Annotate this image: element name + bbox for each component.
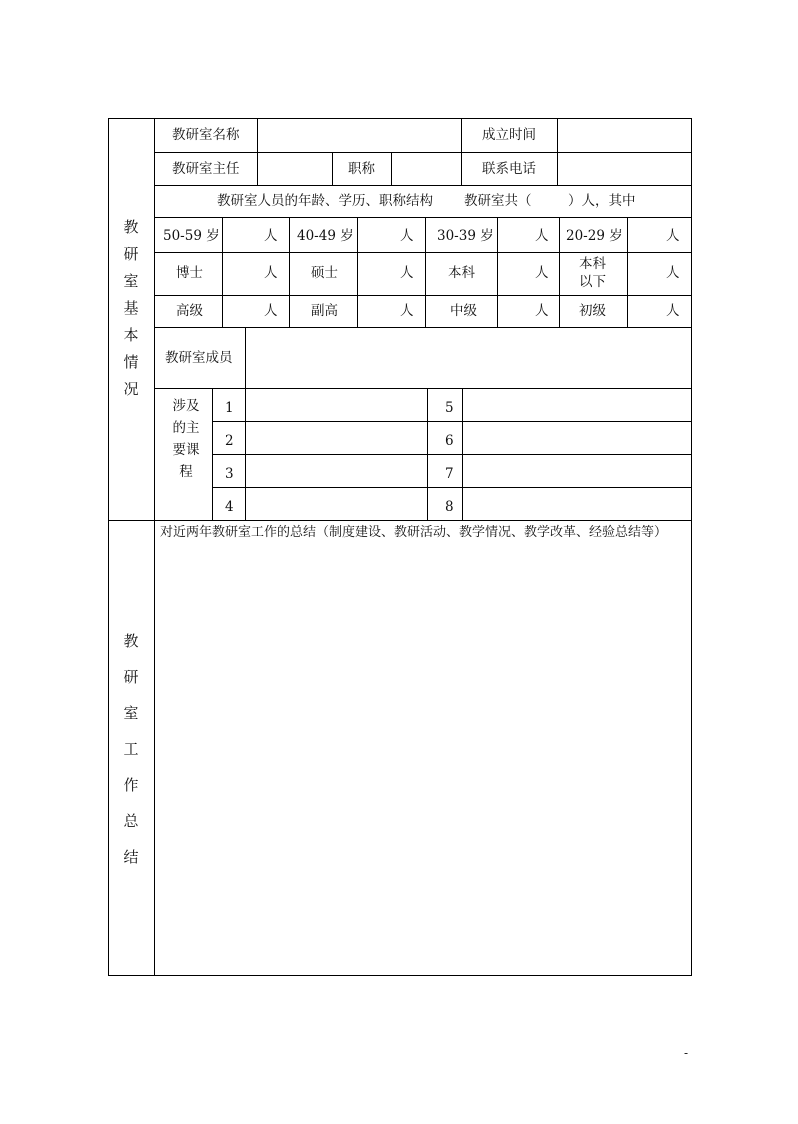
members-label: 教研室成员 (165, 350, 233, 366)
founded-date-label: 成立时间 (482, 127, 536, 143)
edu-below-bachelor-label (579, 255, 606, 291)
rank-junior-unit: 人 (666, 303, 680, 319)
course-field-2[interactable] (246, 422, 426, 453)
edu-below-line1: 本科 (579, 256, 606, 272)
course-number-6: 6 (445, 433, 454, 449)
course-field-1[interactable] (246, 389, 426, 420)
age-30-39-label: 30-39 岁 (437, 228, 494, 244)
rank-senior-label: 高级 (176, 303, 203, 319)
course-number-3: 3 (225, 466, 234, 482)
summary-field[interactable] (155, 545, 690, 974)
age-30-39-unit: 人 (535, 228, 549, 244)
course-field-7[interactable] (463, 455, 690, 486)
rank-intermediate-unit: 人 (535, 303, 549, 319)
course-number-2: 2 (225, 433, 234, 449)
title-label: 职称 (348, 161, 375, 177)
director-label: 教研室主任 (172, 161, 240, 177)
course-field-8[interactable] (463, 488, 690, 519)
edu-master-label: 硕士 (311, 265, 338, 281)
section-work-summary-title: 教 研 室 工 作 总 结 (123, 632, 139, 866)
age-40-49-label: 40-49 岁 (297, 228, 354, 244)
edu-bachelor-unit: 人 (535, 265, 549, 281)
age-20-29-label: 20-29 岁 (566, 228, 623, 244)
title-field[interactable] (392, 153, 460, 184)
rank-associate-label: 副高 (311, 303, 338, 319)
founded-date-field[interactable] (558, 119, 690, 151)
rank-intermediate-label: 中级 (450, 303, 477, 319)
edu-below-line2: 以下 (579, 274, 606, 290)
age-50-59-label: 50-59 岁 (163, 228, 220, 244)
structure-label: 教研室人员的年龄、学历、职称结构 (217, 193, 433, 209)
course-number-7: 7 (445, 466, 454, 482)
members-field[interactable] (246, 328, 690, 387)
age-20-29-unit: 人 (666, 228, 680, 244)
course-field-6[interactable] (463, 422, 690, 453)
age-40-49-unit: 人 (400, 228, 414, 244)
summary-label: 对近两年教研室工作的总结（制度建设、教研活动、教学情况、教学改革、经验总结等） (160, 525, 668, 540)
course-number-8: 8 (445, 499, 454, 515)
edu-phd-unit: 人 (264, 265, 278, 281)
course-number-1: 1 (225, 400, 234, 416)
footer-mark: - (684, 1046, 689, 1060)
rank-senior-unit: 人 (264, 303, 278, 319)
office-name-label: 教研室名称 (172, 127, 240, 143)
edu-master-unit: 人 (400, 265, 414, 281)
edu-below-bachelor-unit: 人 (666, 265, 680, 281)
course-field-4[interactable] (246, 488, 426, 519)
total-suffix: ）人，其中 (568, 193, 636, 209)
rank-junior-label: 初级 (579, 303, 606, 319)
course-field-5[interactable] (463, 389, 690, 420)
course-number-4: 4 (225, 499, 234, 515)
courses-label: 涉及 的主 要课 程 (172, 398, 200, 480)
edu-bachelor-label: 本科 (448, 265, 475, 281)
office-name-field[interactable] (258, 119, 460, 151)
age-50-59-unit: 人 (264, 228, 278, 244)
total-prefix: 教研室共（ (464, 193, 532, 209)
section-basic-info-title: 教 研 室 基 本 情 况 (123, 218, 139, 398)
phone-field[interactable] (558, 153, 690, 184)
rank-associate-unit: 人 (400, 303, 414, 319)
course-number-5: 5 (445, 400, 454, 416)
course-field-3[interactable] (246, 455, 426, 486)
edu-phd-label: 博士 (176, 265, 203, 281)
phone-label: 联系电话 (482, 161, 536, 177)
director-field[interactable] (258, 153, 331, 184)
